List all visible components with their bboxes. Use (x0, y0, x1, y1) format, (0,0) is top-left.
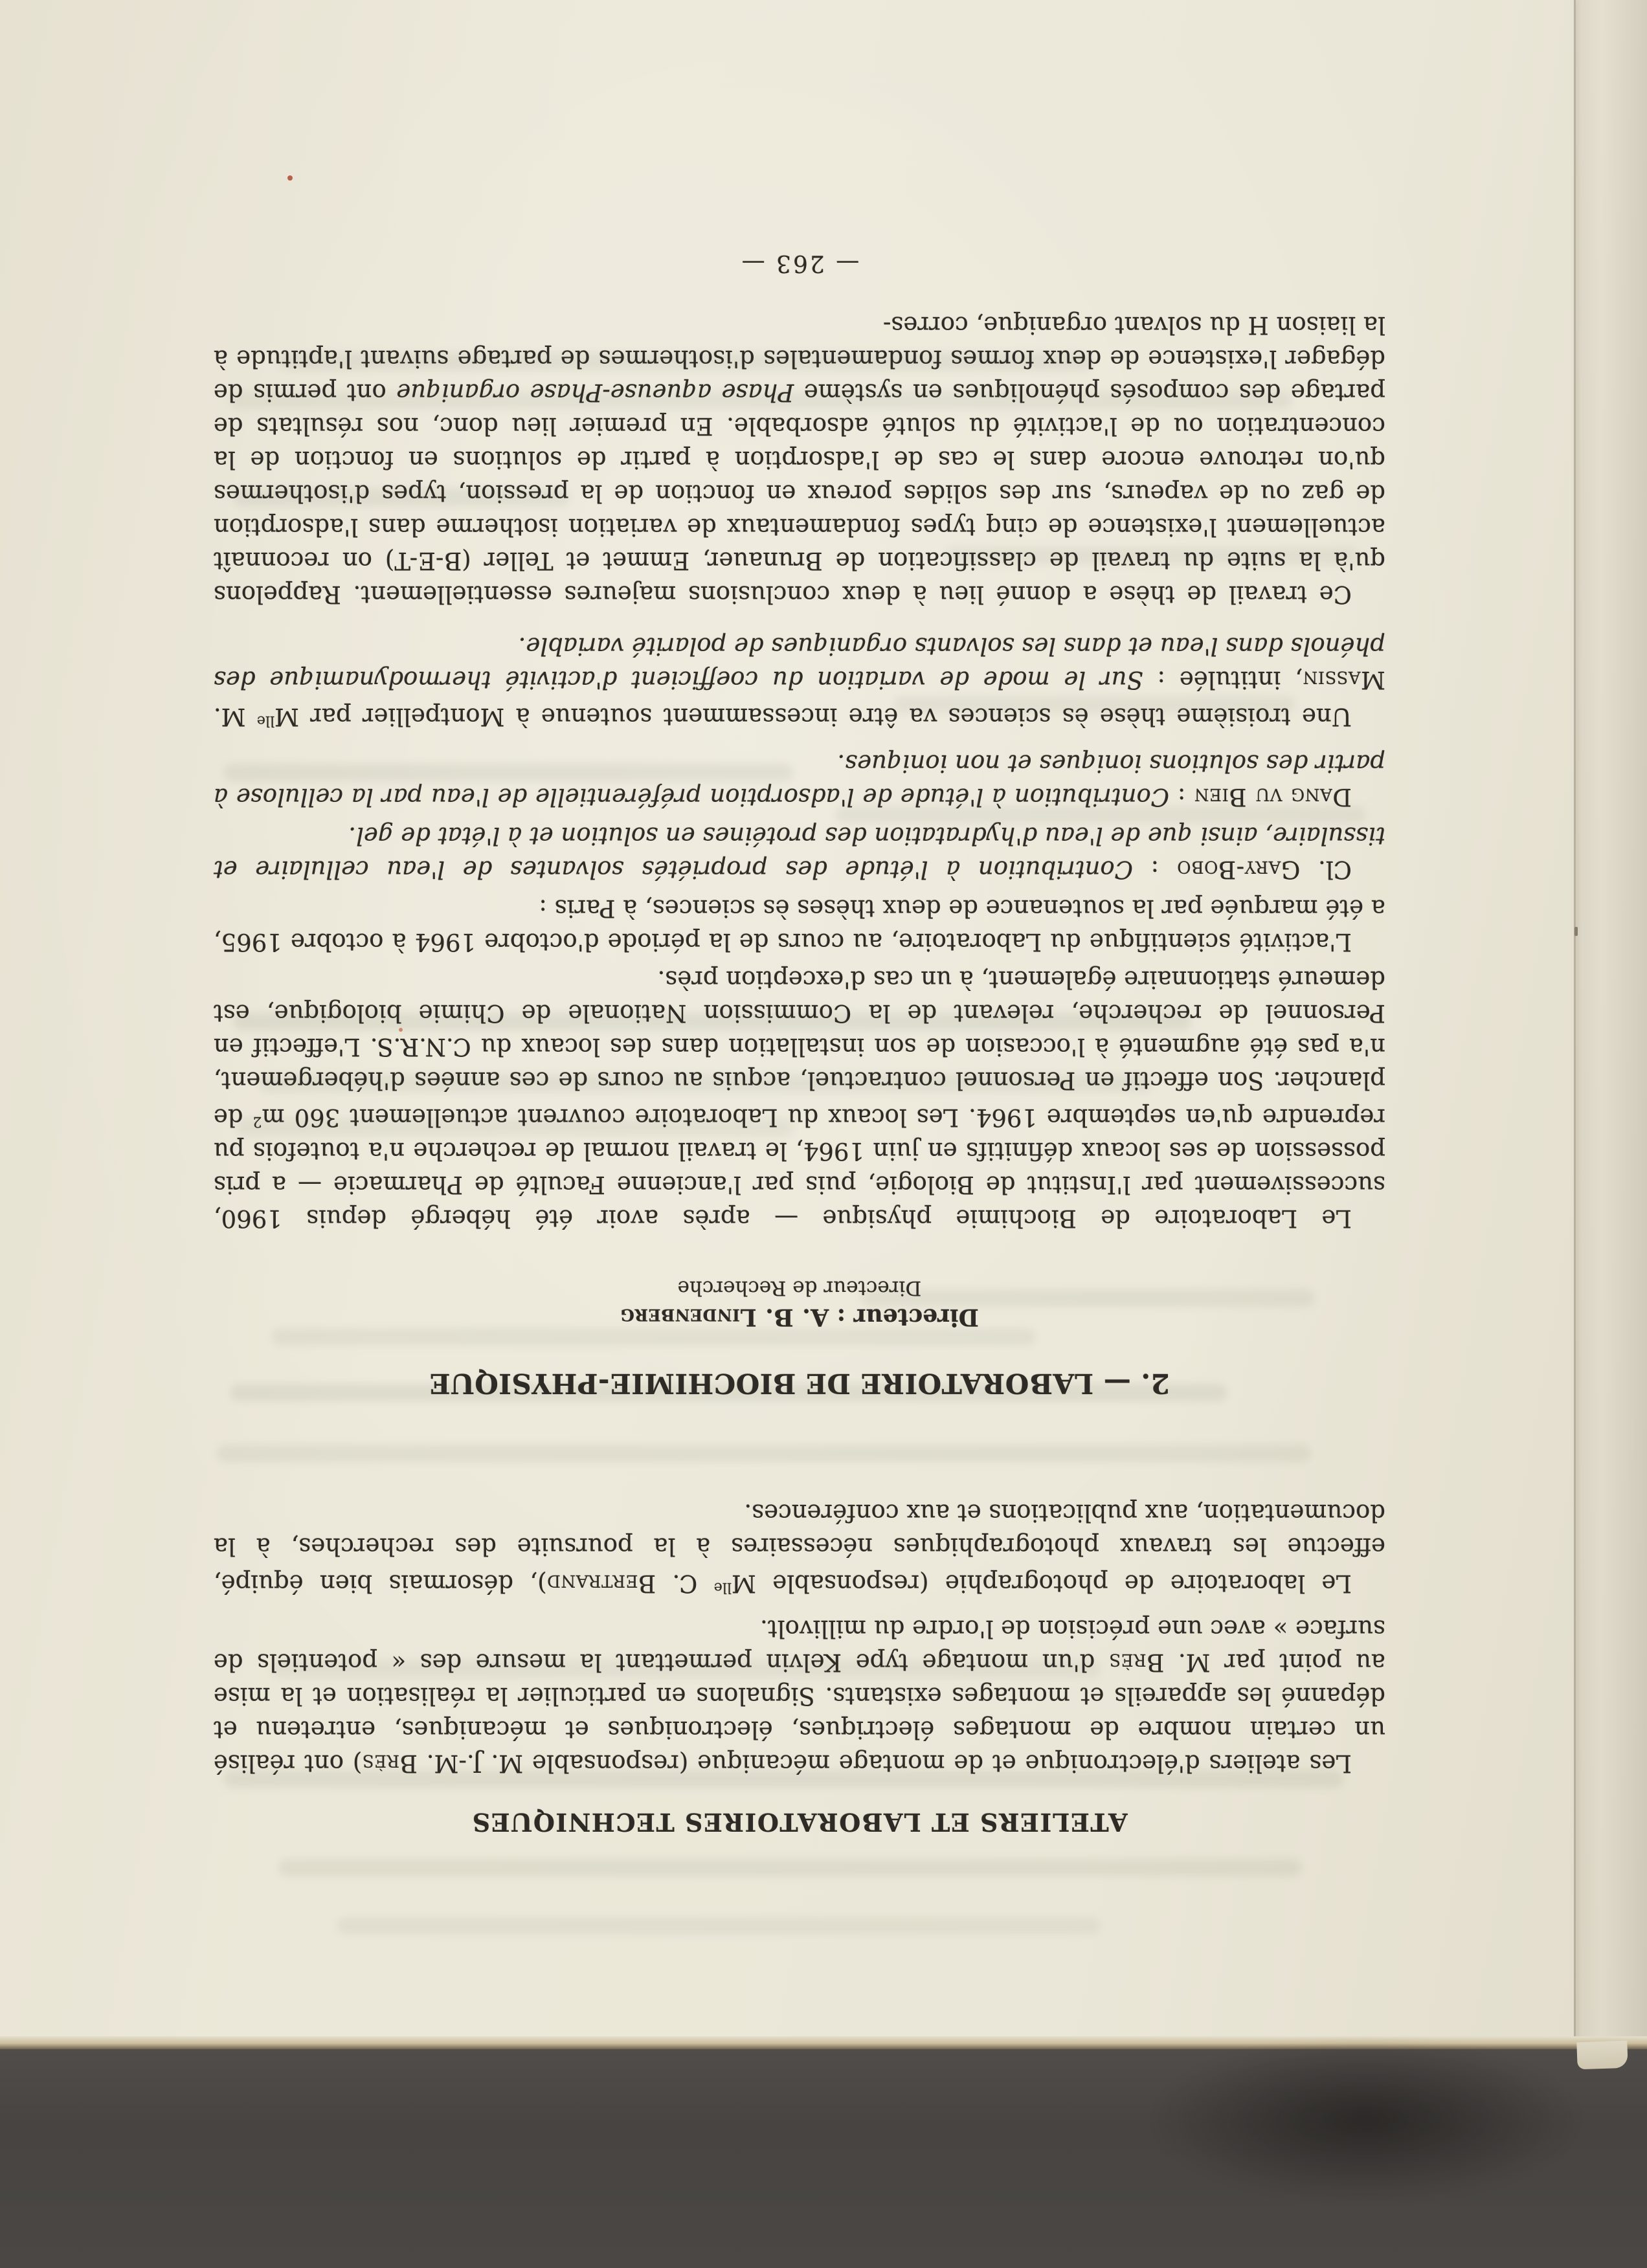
text-run: Bertrand (546, 1570, 656, 1597)
ateliers-paragraphs (214, 1496, 1385, 1780)
section-heading: 2. — LABORATOIRE DE BIOCHIMIE-PHYSIQUE (429, 1368, 1170, 1399)
text-run: Contribution à l'étude de l'adsorption préférentielle de l'eau par la cellulose à partir des solutions ioniques et non ioniques. (214, 750, 1385, 811)
director-role: Directeur de Recherche (677, 1276, 922, 1300)
paragraph-laboratoire-photographie (214, 1496, 1385, 1600)
text-run: Phase aqueuse-Phase organique (396, 379, 794, 406)
text-run: Cl. (1300, 856, 1352, 884)
text-run: Dang vu Bien (1194, 783, 1352, 811)
text-run: ), désormais bien équipé, effectue les travaux photographiques nécessaires à la poursuite des recherches, à la documentation, aux publications et aux conférences. (214, 1499, 1385, 1597)
text-run: L'activité scientifique du Laboratoire, au cours de la période d'octobre 1964 à octobre 1965, a été marquée par la soutenance de deux thèses ès sciences, à Paris : (214, 895, 1385, 956)
chapter-heading: ATELIERS ET LABORATOIRES TECHNIQUES (471, 1808, 1128, 1837)
text-run: lle (713, 1579, 732, 1597)
scanner-shadow (1152, 2039, 1580, 2201)
text-run: Le laboratoire de photographie (responsable M (732, 1570, 1352, 1597)
text-run: 2 (252, 1113, 262, 1131)
page-number: — 263 — (739, 250, 860, 276)
text-run: , intitulée : (1143, 666, 1303, 694)
paragraph-locaux (214, 962, 1385, 1235)
text-run: C. (656, 1570, 714, 1597)
text-run: M. (214, 703, 257, 731)
binding-gutter-shading (1571, 0, 1647, 2066)
text-run: Brès (1108, 1649, 1165, 1676)
text-run: Massin (1303, 666, 1385, 694)
these-dang-vu-bien (214, 746, 1385, 814)
text-run: ont permis de dégager l'existence de deux formes fondamentales d'isothermes de partage suivant l'aptitude à la liaison H du solvant organique, corres- (213, 311, 1385, 406)
text-run: : (1133, 856, 1177, 884)
text-run: : (1169, 783, 1194, 811)
text-run: lle (256, 713, 275, 730)
paragraph-activite-scientifique (214, 891, 1385, 959)
text-run: Brès (362, 1750, 418, 1777)
paragraph-conclusions (214, 308, 1385, 611)
text-run: Contribution à l'étude des propriétés solvantes de l'eau cellulaire et tissulaire, ainsi que de l'eau d'hydratation des protéines en solution et à l'état de gel. (214, 822, 1385, 884)
text-run: Les ateliers d'électronique et de montage mécanique (responsable M. J.-M. (417, 1750, 1352, 1777)
text-column (214, 249, 1385, 2049)
page-corner-overhang (1576, 2041, 1628, 2070)
paragraph-ateliers-electronique (214, 1612, 1385, 1780)
text-run: Gary-Bobo (1176, 856, 1301, 884)
director-name: A. B. Lindenberg (620, 1304, 829, 1331)
these-gary-bobo (214, 819, 1385, 886)
text-run: d'un montage type Kelvin permettant la mesure des « potentiels de surface » avec une précision de l'ordre du millivolt. (214, 1615, 1385, 1676)
text-run: Sur le mode de variation du coefficient d'activité thermodynamique des phénols dans l'eau et dans les solvants organiques de polarité variable. (214, 632, 1385, 694)
text-run: ) ont réalisé un certain nombre de montages électriques, électroniques et mécaniques, entretenu et dépanné les appareils et montages existants. Signalons en particulier la réalisation et la mise au point par M. (214, 1649, 1385, 1777)
paragraph-troisieme-these (214, 629, 1385, 733)
biochimie-paragraphs (214, 308, 1385, 1235)
text-run: Une troisième thèse ès sciences va être incessamment soutenue à Montpellier par M (274, 703, 1352, 731)
director-label: Directeur : (829, 1304, 979, 1331)
text-run: Ce travail de thèse a donné lieu à deux conclusions majeures essentiellement. Rappelons qu'à la suite du travail de classification de Brunauer, Emmet et Teller (B-E-T) on reconnaît actuellement l'existence de cinq types fondamentaux de variation isotherme dans l'adsorption de gaz ou de vapeurs, sur des solides poreux en fonction de la pression, types d'isothermes qu'on retrouve encore dans le cas de l'adsorption à partir de solutions en fonction de la concentration ou de l'activité du soluté adsorbable. En premier lieu donc, nos résultats de partage des composés phénoliques en système (214, 379, 1385, 608)
text-run: Le Laboratoire de Biochimie physique — après avoir été hébergé depuis 1960, successivement par l'Institut de Biologie, puis par l'ancienne Faculté de Pharmacie — a pris possession de ses locaux définitifs en juin 1964, le travail normal de recherche n'a toutefois pu reprendre qu'en septembre 1964. Les locaux du Laboratoire couvrent actuellement 360 m (214, 1104, 1385, 1232)
text-run: de plancher. Son effectif en Personnel contractuel, acquis au cours de ces années d'hébergement, n'a pas été augmenté à l'occasion de son installation dans des locaux du C.N.R.S. L'effectif en Personnel de recherche, relevant de la Commission Nationale de Chimie biologique, est demeuré stationnaire également, à un cas d'exception près. (213, 966, 1385, 1131)
director-line (214, 1302, 1385, 1331)
